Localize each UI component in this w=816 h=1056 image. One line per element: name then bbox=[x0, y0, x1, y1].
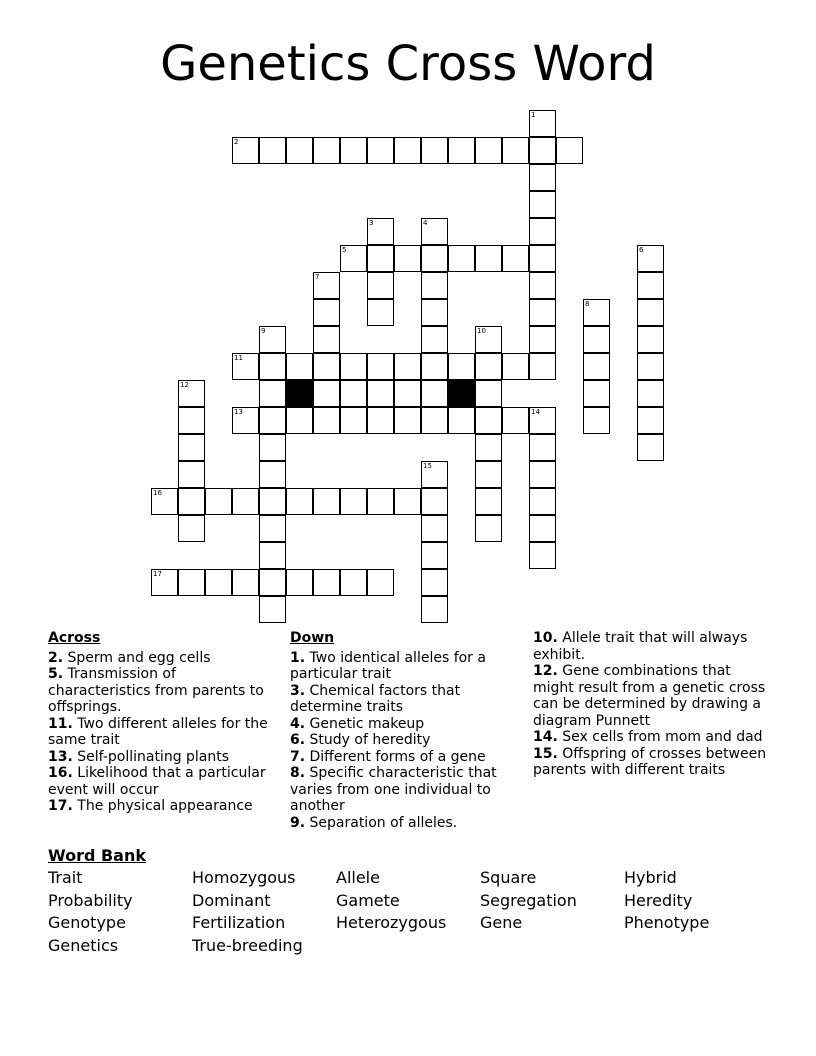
grid-cell[interactable] bbox=[178, 407, 205, 434]
grid-cell[interactable] bbox=[178, 515, 205, 542]
clue-text: Sex cells from mom and dad bbox=[557, 729, 763, 745]
grid-cell[interactable] bbox=[529, 434, 556, 461]
grid-cell[interactable] bbox=[529, 191, 556, 218]
down-clues-column-2 bbox=[533, 630, 768, 779]
grid-cell[interactable] bbox=[259, 380, 286, 407]
clue-text: Genetic makeup bbox=[305, 715, 425, 732]
grid-cell[interactable] bbox=[421, 461, 448, 488]
grid-cell[interactable] bbox=[421, 488, 448, 515]
grid-cell[interactable] bbox=[475, 488, 502, 515]
clue-number-13: 13 bbox=[234, 408, 243, 416]
grid-cell[interactable] bbox=[367, 353, 394, 380]
grid-cell[interactable] bbox=[286, 407, 313, 434]
grid-cell[interactable] bbox=[178, 434, 205, 461]
grid-cell[interactable] bbox=[313, 380, 340, 407]
grid-cell[interactable] bbox=[232, 353, 259, 380]
grid-cell[interactable] bbox=[340, 488, 367, 515]
clue-num: 1. bbox=[290, 649, 306, 666]
grid-cell[interactable] bbox=[394, 353, 421, 380]
grid-cell[interactable] bbox=[313, 326, 340, 353]
grid-cell[interactable] bbox=[529, 407, 556, 434]
grid-cell[interactable] bbox=[475, 407, 502, 434]
clue-num: 4. bbox=[290, 715, 306, 732]
grid-cell[interactable] bbox=[232, 569, 259, 596]
clue-number-9: 9 bbox=[261, 327, 266, 335]
clue-text: Offspring of crosses between parents with different traits bbox=[533, 745, 767, 778]
grid-cell[interactable] bbox=[502, 353, 529, 380]
clue-number-5: 5 bbox=[342, 246, 347, 254]
clue-num: 11. bbox=[48, 715, 73, 732]
across-clue bbox=[48, 749, 280, 766]
grid-cell[interactable] bbox=[529, 515, 556, 542]
clue-text: The physical appearance bbox=[72, 798, 253, 814]
word-bank-item: Square bbox=[480, 868, 537, 887]
down-clue bbox=[533, 746, 768, 779]
word-bank-heading: Word Bank bbox=[48, 846, 147, 865]
grid-cell[interactable] bbox=[394, 407, 421, 434]
grid-cell[interactable] bbox=[259, 137, 286, 164]
grid-cell[interactable] bbox=[421, 299, 448, 326]
word-bank-item: Gamete bbox=[336, 891, 400, 910]
grid-cell[interactable] bbox=[448, 137, 475, 164]
page-title: Genetics Cross Word bbox=[160, 36, 656, 92]
clue-number-16: 16 bbox=[153, 489, 162, 497]
grid-cell[interactable] bbox=[367, 137, 394, 164]
grid-cell[interactable] bbox=[583, 407, 610, 434]
grid-cell[interactable] bbox=[313, 299, 340, 326]
clue-text: Two identical alleles for a particular trait bbox=[290, 649, 486, 682]
clue-num: 14. bbox=[533, 729, 558, 745]
grid-cell[interactable] bbox=[286, 137, 313, 164]
grid-cell[interactable] bbox=[529, 326, 556, 353]
clue-number-14: 14 bbox=[531, 408, 540, 416]
clue-num: 9. bbox=[290, 814, 306, 831]
grid-cell[interactable] bbox=[259, 569, 286, 596]
grid-cell[interactable] bbox=[583, 380, 610, 407]
clue-number-6: 6 bbox=[639, 246, 644, 254]
grid-cell[interactable] bbox=[394, 488, 421, 515]
grid-cell[interactable] bbox=[421, 245, 448, 272]
grid-cell[interactable] bbox=[637, 353, 664, 380]
grid-cell[interactable] bbox=[421, 218, 448, 245]
clue-num: 6. bbox=[290, 732, 306, 748]
grid-cell[interactable] bbox=[313, 569, 340, 596]
grid-cell[interactable] bbox=[448, 353, 475, 380]
across-clues bbox=[48, 630, 280, 815]
grid-cell[interactable] bbox=[529, 164, 556, 191]
clue-num: 15. bbox=[533, 745, 558, 762]
grid-cell[interactable] bbox=[529, 245, 556, 272]
grid-cell[interactable] bbox=[529, 488, 556, 515]
word-bank-item: Heterozygous bbox=[336, 913, 447, 932]
grid-cell[interactable] bbox=[313, 488, 340, 515]
grid-cell[interactable] bbox=[232, 488, 259, 515]
down-clue bbox=[533, 663, 768, 729]
grid-cell[interactable] bbox=[475, 434, 502, 461]
grid-cell[interactable] bbox=[637, 299, 664, 326]
clue-number-12: 12 bbox=[180, 381, 189, 389]
grid-cell[interactable] bbox=[475, 461, 502, 488]
grid-cell[interactable] bbox=[367, 245, 394, 272]
word-bank-item: Dominant bbox=[192, 891, 271, 910]
grid-cell[interactable] bbox=[340, 245, 367, 272]
clue-text: Different forms of a gene bbox=[305, 748, 486, 765]
grid-cell[interactable] bbox=[367, 272, 394, 299]
grid-cell[interactable] bbox=[475, 326, 502, 353]
grid-cell[interactable] bbox=[475, 245, 502, 272]
clue-num: 3. bbox=[290, 682, 306, 699]
clue-text: Separation of alleles. bbox=[305, 814, 458, 831]
grid-cell[interactable] bbox=[367, 569, 394, 596]
down-clues-column-1 bbox=[290, 630, 522, 831]
grid-cell[interactable] bbox=[340, 380, 367, 407]
grid-cell[interactable] bbox=[637, 380, 664, 407]
grid-cell[interactable] bbox=[421, 542, 448, 569]
grid-cell[interactable] bbox=[529, 137, 556, 164]
word-bank-item: Heredity bbox=[624, 891, 693, 910]
black-cell bbox=[286, 380, 313, 407]
clue-number-4: 4 bbox=[423, 219, 428, 227]
grid-cell[interactable] bbox=[313, 272, 340, 299]
clue-text: Two different alleles for the same trait bbox=[48, 715, 268, 748]
grid-cell[interactable] bbox=[421, 515, 448, 542]
clue-num: 12. bbox=[533, 663, 558, 679]
grid-cell[interactable] bbox=[259, 434, 286, 461]
grid-cell[interactable] bbox=[178, 569, 205, 596]
clue-number-15: 15 bbox=[423, 462, 432, 470]
grid-cell[interactable] bbox=[367, 488, 394, 515]
across-clue bbox=[48, 716, 280, 749]
down-clue bbox=[290, 650, 522, 683]
grid-cell[interactable] bbox=[448, 245, 475, 272]
grid-cell[interactable] bbox=[421, 272, 448, 299]
grid-cell[interactable] bbox=[286, 488, 313, 515]
grid-cell[interactable] bbox=[394, 245, 421, 272]
word-bank-item: True-breeding bbox=[192, 936, 303, 955]
grid-cell[interactable] bbox=[502, 407, 529, 434]
grid-cell[interactable] bbox=[448, 407, 475, 434]
grid-cell[interactable] bbox=[286, 353, 313, 380]
grid-cell[interactable] bbox=[259, 326, 286, 353]
grid-cell[interactable] bbox=[367, 299, 394, 326]
grid-cell[interactable] bbox=[367, 218, 394, 245]
grid-cell[interactable] bbox=[178, 380, 205, 407]
grid-cell[interactable] bbox=[475, 380, 502, 407]
grid-cell[interactable] bbox=[421, 380, 448, 407]
grid-cell[interactable] bbox=[637, 245, 664, 272]
grid-cell[interactable] bbox=[529, 353, 556, 380]
down-clue bbox=[533, 729, 768, 746]
clue-text: Likelihood that a particular event will occur bbox=[48, 765, 266, 798]
grid-cell[interactable] bbox=[313, 407, 340, 434]
grid-cell[interactable] bbox=[286, 569, 313, 596]
grid-cell[interactable] bbox=[529, 218, 556, 245]
down-clue bbox=[290, 683, 522, 716]
grid-cell[interactable] bbox=[340, 353, 367, 380]
down-clue bbox=[290, 732, 522, 749]
grid-cell[interactable] bbox=[340, 137, 367, 164]
grid-cell[interactable] bbox=[394, 137, 421, 164]
grid-cell[interactable] bbox=[151, 488, 178, 515]
across-clue bbox=[48, 765, 280, 798]
grid-cell[interactable] bbox=[421, 569, 448, 596]
grid-cell[interactable] bbox=[529, 461, 556, 488]
clue-number-10: 10 bbox=[477, 327, 486, 335]
across-clue bbox=[48, 798, 280, 815]
clue-num: 5. bbox=[48, 666, 64, 682]
clue-number-8: 8 bbox=[585, 300, 590, 308]
grid-cell[interactable] bbox=[421, 353, 448, 380]
grid-cell[interactable] bbox=[259, 596, 286, 623]
clue-number-17: 17 bbox=[153, 570, 162, 578]
word-bank-item: Gene bbox=[480, 913, 523, 932]
down-clue bbox=[533, 630, 768, 663]
word-bank-item: Probability bbox=[48, 891, 133, 910]
word-bank-item: Allele bbox=[336, 868, 380, 887]
black-cell bbox=[448, 380, 475, 407]
clue-text: Self-pollinating plants bbox=[72, 748, 230, 765]
clue-number-2: 2 bbox=[234, 138, 239, 146]
word-bank-item: Homozygous bbox=[192, 868, 296, 887]
grid-cell[interactable] bbox=[529, 110, 556, 137]
grid-cell[interactable] bbox=[421, 596, 448, 623]
grid-cell[interactable] bbox=[637, 407, 664, 434]
grid-cell[interactable] bbox=[151, 569, 178, 596]
grid-cell[interactable] bbox=[178, 488, 205, 515]
grid-cell[interactable] bbox=[367, 407, 394, 434]
clue-num: 13. bbox=[48, 748, 73, 765]
grid-cell[interactable] bbox=[637, 326, 664, 353]
clue-number-11: 11 bbox=[234, 354, 243, 362]
grid-cell[interactable] bbox=[529, 299, 556, 326]
clue-num: 17. bbox=[48, 798, 73, 814]
grid-cell[interactable] bbox=[529, 542, 556, 569]
down-clue bbox=[290, 716, 522, 733]
grid-cell[interactable] bbox=[421, 137, 448, 164]
clue-number-1: 1 bbox=[531, 111, 536, 119]
grid-cell[interactable] bbox=[637, 434, 664, 461]
clue-number-7: 7 bbox=[315, 273, 320, 281]
grid-cell[interactable] bbox=[340, 407, 367, 434]
down-clue bbox=[290, 749, 522, 766]
down-heading: Down bbox=[290, 630, 335, 646]
grid-cell[interactable] bbox=[259, 515, 286, 542]
grid-cell[interactable] bbox=[475, 353, 502, 380]
grid-cell[interactable] bbox=[340, 569, 367, 596]
grid-cell[interactable] bbox=[259, 542, 286, 569]
grid-cell[interactable] bbox=[313, 353, 340, 380]
grid-cell[interactable] bbox=[421, 326, 448, 353]
grid-cell[interactable] bbox=[178, 461, 205, 488]
grid-cell[interactable] bbox=[475, 515, 502, 542]
grid-cell[interactable] bbox=[475, 137, 502, 164]
grid-cell[interactable] bbox=[367, 380, 394, 407]
grid-cell[interactable] bbox=[259, 488, 286, 515]
grid-cell[interactable] bbox=[232, 407, 259, 434]
clue-text: Gene combinations that might result from a genetic cross can be determined by drawing a diagram Punnett bbox=[533, 663, 766, 729]
clue-num: 2. bbox=[48, 649, 64, 666]
grid-cell[interactable] bbox=[637, 272, 664, 299]
word-bank-item: Segregation bbox=[480, 891, 577, 910]
grid-cell[interactable] bbox=[583, 299, 610, 326]
clue-text: Study of heredity bbox=[305, 732, 431, 748]
word-bank-item: Genetics bbox=[48, 936, 119, 955]
clue-text: Chemical factors that determine traits bbox=[290, 682, 461, 715]
grid-cell[interactable] bbox=[259, 407, 286, 434]
clue-text: Sperm and egg cells bbox=[63, 649, 211, 666]
across-clue bbox=[48, 666, 280, 716]
word-bank-item: Fertilization bbox=[192, 913, 286, 932]
clue-num: 7. bbox=[290, 748, 306, 765]
grid-cell[interactable] bbox=[205, 569, 232, 596]
clue-num: 16. bbox=[48, 765, 73, 781]
clue-text: Transmission of characteristics from parents to offsprings. bbox=[48, 666, 264, 715]
across-clue bbox=[48, 650, 280, 667]
grid-cell[interactable] bbox=[394, 380, 421, 407]
across-heading: Across bbox=[48, 630, 101, 646]
clue-num: 8. bbox=[290, 765, 306, 781]
clue-text: Allele trait that will always exhibit. bbox=[533, 630, 748, 663]
grid-cell[interactable] bbox=[529, 272, 556, 299]
grid-cell[interactable] bbox=[556, 137, 583, 164]
word-bank-item: Trait bbox=[48, 868, 83, 887]
grid-cell[interactable] bbox=[259, 353, 286, 380]
grid-cell[interactable] bbox=[502, 137, 529, 164]
word-bank-item: Phenotype bbox=[624, 913, 710, 932]
grid-cell[interactable] bbox=[421, 407, 448, 434]
grid-cell[interactable] bbox=[583, 353, 610, 380]
word-bank-item: Genotype bbox=[48, 913, 126, 932]
grid-cell[interactable] bbox=[313, 137, 340, 164]
grid-cell[interactable] bbox=[205, 488, 232, 515]
grid-cell[interactable] bbox=[583, 326, 610, 353]
down-clue bbox=[290, 765, 522, 815]
clue-text: Specific characteristic that varies from one individual to another bbox=[290, 765, 497, 814]
grid-cell[interactable] bbox=[232, 137, 259, 164]
clue-num: 10. bbox=[533, 630, 558, 646]
grid-cell[interactable] bbox=[259, 461, 286, 488]
down-clue bbox=[290, 815, 522, 832]
grid-cell[interactable] bbox=[502, 245, 529, 272]
word-bank-item: Hybrid bbox=[624, 868, 677, 887]
clue-number-3: 3 bbox=[369, 219, 374, 227]
